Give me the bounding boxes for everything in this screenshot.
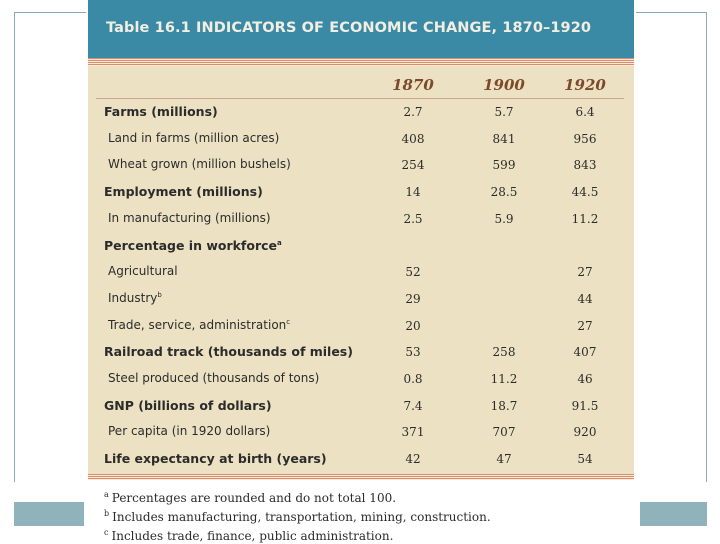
footnote-mark: a xyxy=(104,490,109,499)
row-label-text: Per capita (in 1920 dollars) xyxy=(108,424,271,439)
cell-1870: 371 xyxy=(401,425,425,440)
cell-1900: 841 xyxy=(492,131,516,146)
table-row xyxy=(86,369,636,391)
row-label xyxy=(108,291,162,305)
table-title: Table 16.1 INDICATORS OF ECONOMIC CHANGE, 1870–1920 xyxy=(106,20,592,36)
column-header-1870: 1870 xyxy=(392,76,434,94)
cell-1870: 7.4 xyxy=(403,398,423,413)
table-row xyxy=(86,422,636,444)
economic-indicators-table xyxy=(86,0,636,540)
row-label-text: Employment (millions) xyxy=(104,184,263,200)
cell-1900: 707 xyxy=(492,425,516,440)
row-label xyxy=(108,264,178,278)
row-label-text: Percentage in workforce xyxy=(104,237,278,253)
cell-1920: 6.4 xyxy=(575,105,595,119)
table-row xyxy=(86,396,636,418)
cell-1920: 44 xyxy=(577,291,593,306)
cell-1920: 27 xyxy=(577,265,593,280)
slide-bottom-bar-left xyxy=(14,502,84,526)
column-header-1920: 1920 xyxy=(564,76,606,94)
row-label-text: In manufacturing (millions) xyxy=(108,210,271,225)
row-label-text: Land in farms (million acres) xyxy=(108,130,280,145)
footnote xyxy=(104,506,491,525)
cell-1870: 52 xyxy=(405,265,421,280)
cell-1920: 27 xyxy=(577,318,593,333)
cell-1870: 29 xyxy=(405,291,421,306)
cell-1920: 11.2 xyxy=(571,211,599,226)
cell-1920: 91.5 xyxy=(571,398,599,413)
row-label xyxy=(104,451,327,466)
column-header-rule xyxy=(96,98,624,99)
table-row xyxy=(86,102,636,124)
row-label-text: GNP (billions of dollars) xyxy=(104,397,272,413)
cell-1870: 42 xyxy=(405,452,421,467)
row-label-text: Steel produced (thousands of tons) xyxy=(108,371,320,385)
header-stripes xyxy=(88,58,634,66)
row-label xyxy=(104,344,353,359)
footnote-mark: c xyxy=(104,528,109,537)
footnote xyxy=(104,525,491,544)
cell-1920: 44.5 xyxy=(571,185,599,200)
cell-1870: 408 xyxy=(401,131,425,146)
slide-frame-left xyxy=(14,12,15,482)
cell-1920: 920 xyxy=(573,425,597,440)
footnote-text: Percentages are rounded and do not total 100. xyxy=(111,491,397,505)
cell-1900: 18.7 xyxy=(490,398,518,413)
cell-1870: 0.8 xyxy=(403,372,423,386)
cell-1900: 5.7 xyxy=(494,105,514,119)
table-row xyxy=(86,316,636,338)
row-label xyxy=(108,371,319,385)
table-row xyxy=(86,182,636,204)
row-label xyxy=(104,104,218,119)
bottom-stripes xyxy=(88,474,634,480)
slide-bottom-bar-right xyxy=(640,502,707,526)
cell-1920: 843 xyxy=(573,158,597,173)
footnote-text: Includes trade, finance, public administration. xyxy=(111,529,394,543)
cell-1920: 407 xyxy=(573,345,597,360)
row-label xyxy=(108,131,279,145)
row-label xyxy=(104,238,282,253)
cell-1900: 47 xyxy=(496,452,512,467)
row-label xyxy=(108,157,291,171)
table-row xyxy=(86,155,636,177)
row-label-text: Life expectancy at birth (years) xyxy=(104,451,327,467)
footnote-text: Includes manufacturing, transportation, mining, construction. xyxy=(112,510,491,524)
cell-1870: 14 xyxy=(405,185,421,200)
row-label-footnote-mark: b xyxy=(157,290,162,299)
cell-1920: 54 xyxy=(577,452,593,467)
row-label-text: Railroad track (thousands of miles) xyxy=(104,344,353,360)
table-row xyxy=(86,342,636,364)
table-row xyxy=(86,236,636,258)
row-label-text: Wheat grown (million bushels) xyxy=(108,157,291,172)
table-row xyxy=(86,262,636,284)
cell-1900: 5.9 xyxy=(494,211,514,226)
cell-1920: 46 xyxy=(577,372,593,386)
cell-1900: 599 xyxy=(492,158,516,173)
cell-1870: 254 xyxy=(401,158,425,173)
cell-1870: 53 xyxy=(405,345,421,360)
table-header-band xyxy=(88,0,634,58)
slide-frame-right xyxy=(706,12,707,482)
footnote xyxy=(104,487,491,506)
row-label-text: Industry xyxy=(108,290,158,305)
row-label xyxy=(108,211,271,225)
column-header-1900: 1900 xyxy=(483,76,525,94)
table-row xyxy=(86,289,636,311)
cell-1920: 956 xyxy=(573,131,597,146)
cell-1870: 20 xyxy=(405,318,421,333)
row-label-text: Trade, service, administration xyxy=(108,317,287,332)
table-row xyxy=(86,449,636,471)
table-row xyxy=(86,129,636,151)
footnotes xyxy=(104,487,491,544)
row-label-footnote-mark: c xyxy=(286,317,291,326)
row-label-text: Farms (millions) xyxy=(104,104,218,119)
cell-1870: 2.7 xyxy=(403,105,423,119)
row-label xyxy=(104,398,272,413)
cell-1900: 258 xyxy=(492,345,516,360)
row-label xyxy=(108,424,270,438)
row-label-text: Agricultural xyxy=(108,264,178,279)
cell-1870: 2.5 xyxy=(403,211,423,226)
cell-1900: 11.2 xyxy=(490,372,518,386)
footnote-mark: b xyxy=(104,509,110,518)
cell-1900: 28.5 xyxy=(490,185,518,200)
row-label xyxy=(108,318,290,332)
row-label xyxy=(104,184,263,199)
table-row xyxy=(86,209,636,231)
row-label-footnote-mark: a xyxy=(277,238,282,247)
